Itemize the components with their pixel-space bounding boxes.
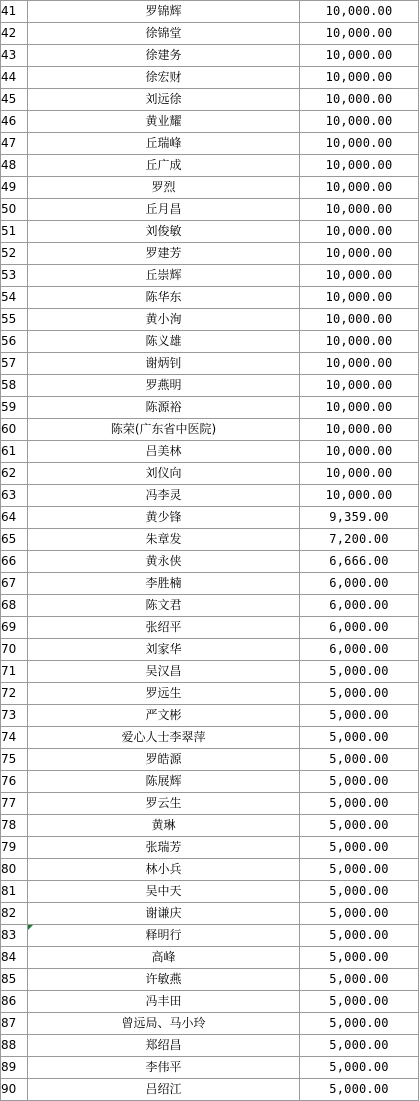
donor-name-cell[interactable]: 刘家华	[28, 639, 300, 661]
row-number-cell[interactable]: 46	[1, 111, 28, 133]
donor-name-cell[interactable]: 冯李灵	[28, 485, 300, 507]
donor-name-cell[interactable]: 李伟平	[28, 1057, 300, 1079]
row-number-cell[interactable]: 51	[1, 221, 28, 243]
row-number-cell[interactable]: 62	[1, 463, 28, 485]
donor-name-cell[interactable]: 吴汉昌	[28, 661, 300, 683]
donor-name-cell[interactable]: 谢谦庆	[28, 903, 300, 925]
donor-name-cell[interactable]: 黄琳	[28, 815, 300, 837]
amount-cell[interactable]: 6,000.00	[300, 639, 419, 661]
row-number-cell[interactable]: 73	[1, 705, 28, 727]
donor-name-cell[interactable]: 刘远徐	[28, 89, 300, 111]
table-row[interactable]	[1, 1013, 419, 1035]
amount-cell[interactable]: 5,000.00	[300, 859, 419, 881]
amount-cell[interactable]: 10,000.00	[300, 177, 419, 199]
row-number-cell[interactable]: 79	[1, 837, 28, 859]
amount-cell[interactable]: 10,000.00	[300, 397, 419, 419]
donor-name-cell[interactable]: 丘瑞峰	[28, 133, 300, 155]
row-number-cell[interactable]: 45	[1, 89, 28, 111]
amount-cell[interactable]: 5,000.00	[300, 1079, 419, 1101]
table-row[interactable]	[1, 617, 419, 639]
donor-name-cell[interactable]: 罗云生	[28, 793, 300, 815]
table-row[interactable]	[1, 309, 419, 331]
donor-name-cell[interactable]: 吕美林	[28, 441, 300, 463]
amount-cell[interactable]: 10,000.00	[300, 111, 419, 133]
table-row[interactable]	[1, 595, 419, 617]
amount-cell[interactable]: 10,000.00	[300, 45, 419, 67]
row-number-cell[interactable]: 47	[1, 133, 28, 155]
donor-name-cell[interactable]: 徐宏财	[28, 67, 300, 89]
row-number-cell[interactable]: 86	[1, 991, 28, 1013]
amount-cell[interactable]: 5,000.00	[300, 661, 419, 683]
amount-cell[interactable]: 10,000.00	[300, 331, 419, 353]
donor-name-cell[interactable]: 黄少锋	[28, 507, 300, 529]
donor-name-cell[interactable]: 高峰	[28, 947, 300, 969]
amount-cell[interactable]: 5,000.00	[300, 837, 419, 859]
donor-name-cell[interactable]: 吴中天	[28, 881, 300, 903]
donor-name-cell[interactable]: 罗锦辉	[28, 1, 300, 23]
donor-name-cell[interactable]: 黄永侠	[28, 551, 300, 573]
row-number-cell[interactable]: 50	[1, 199, 28, 221]
table-row[interactable]	[1, 265, 419, 287]
donor-name-cell[interactable]: 丘崇辉	[28, 265, 300, 287]
table-row[interactable]	[1, 133, 419, 155]
table-row[interactable]	[1, 507, 419, 529]
table-row[interactable]	[1, 1, 419, 23]
table-row[interactable]	[1, 969, 419, 991]
amount-cell[interactable]: 5,000.00	[300, 903, 419, 925]
amount-cell[interactable]: 10,000.00	[300, 441, 419, 463]
row-number-cell[interactable]: 54	[1, 287, 28, 309]
table-body	[1, 1, 419, 1101]
table-row[interactable]	[1, 199, 419, 221]
amount-cell[interactable]: 5,000.00	[300, 1013, 419, 1035]
table-row[interactable]	[1, 221, 419, 243]
row-number-cell[interactable]: 58	[1, 375, 28, 397]
table-row[interactable]	[1, 155, 419, 177]
table-row[interactable]	[1, 287, 419, 309]
table-row[interactable]	[1, 859, 419, 881]
table-row[interactable]	[1, 727, 419, 749]
row-number-cell[interactable]: 85	[1, 969, 28, 991]
row-number-cell[interactable]: 87	[1, 1013, 28, 1035]
donor-name-cell[interactable]: 许敏燕	[28, 969, 300, 991]
row-number-cell[interactable]: 42	[1, 23, 28, 45]
amount-cell[interactable]: 10,000.00	[300, 243, 419, 265]
amount-cell[interactable]: 10,000.00	[300, 155, 419, 177]
table-row[interactable]	[1, 991, 419, 1013]
donor-name-cell[interactable]: 陈展辉	[28, 771, 300, 793]
row-number-cell[interactable]: 81	[1, 881, 28, 903]
row-number-cell[interactable]: 53	[1, 265, 28, 287]
table-row[interactable]	[1, 683, 419, 705]
table-row[interactable]	[1, 705, 419, 727]
donor-name-cell[interactable]: 严文彬	[28, 705, 300, 727]
donor-name-cell[interactable]: 朱章发	[28, 529, 300, 551]
amount-cell[interactable]: 6,000.00	[300, 595, 419, 617]
table-row[interactable]	[1, 419, 419, 441]
table-row[interactable]	[1, 89, 419, 111]
row-number-cell[interactable]: 82	[1, 903, 28, 925]
row-number-cell[interactable]: 44	[1, 67, 28, 89]
row-number-cell[interactable]: 61	[1, 441, 28, 463]
row-number-cell[interactable]: 72	[1, 683, 28, 705]
table-row[interactable]	[1, 837, 419, 859]
amount-cell[interactable]: 6,000.00	[300, 617, 419, 639]
donor-name-cell[interactable]: 罗燕明	[28, 375, 300, 397]
row-number-cell[interactable]: 83	[1, 925, 28, 947]
amount-cell[interactable]: 10,000.00	[300, 309, 419, 331]
table-row[interactable]	[1, 397, 419, 419]
table-row[interactable]	[1, 529, 419, 551]
amount-cell[interactable]: 5,000.00	[300, 683, 419, 705]
row-number-cell[interactable]: 68	[1, 595, 28, 617]
table-row[interactable]	[1, 1057, 419, 1079]
donor-name-cell[interactable]: 吕绍江	[28, 1079, 300, 1101]
amount-cell[interactable]: 5,000.00	[300, 925, 419, 947]
donor-name-cell[interactable]: 陈义雄	[28, 331, 300, 353]
table-row[interactable]	[1, 67, 419, 89]
donor-name-cell[interactable]: 刘俊敏	[28, 221, 300, 243]
amount-cell[interactable]: 6,000.00	[300, 573, 419, 595]
donor-name-cell[interactable]: 陈源裕	[28, 397, 300, 419]
table-row[interactable]	[1, 1035, 419, 1057]
table-row[interactable]	[1, 661, 419, 683]
row-number-cell[interactable]: 48	[1, 155, 28, 177]
amount-cell[interactable]: 5,000.00	[300, 881, 419, 903]
donor-name-cell[interactable]: 冯丰田	[28, 991, 300, 1013]
amount-cell[interactable]: 5,000.00	[300, 1035, 419, 1057]
amount-cell[interactable]: 5,000.00	[300, 991, 419, 1013]
table-row[interactable]	[1, 903, 419, 925]
table-row[interactable]	[1, 639, 419, 661]
donor-name-cell[interactable]: 罗建芳	[28, 243, 300, 265]
amount-cell[interactable]: 5,000.00	[300, 793, 419, 815]
row-number-cell[interactable]: 74	[1, 727, 28, 749]
amount-cell[interactable]: 5,000.00	[300, 727, 419, 749]
donor-name-cell[interactable]: 黄业耀	[28, 111, 300, 133]
donor-name-cell[interactable]: 罗烈	[28, 177, 300, 199]
row-number-cell[interactable]: 60	[1, 419, 28, 441]
donor-name-cell[interactable]: 丘月昌	[28, 199, 300, 221]
amount-cell[interactable]: 9,359.00	[300, 507, 419, 529]
row-number-cell[interactable]: 55	[1, 309, 28, 331]
table-row[interactable]	[1, 243, 419, 265]
row-number-cell[interactable]: 49	[1, 177, 28, 199]
amount-cell[interactable]: 10,000.00	[300, 89, 419, 111]
row-number-cell[interactable]: 84	[1, 947, 28, 969]
amount-cell[interactable]: 10,000.00	[300, 199, 419, 221]
amount-cell[interactable]: 10,000.00	[300, 353, 419, 375]
row-number-cell[interactable]: 80	[1, 859, 28, 881]
table-row[interactable]	[1, 45, 419, 67]
row-number-cell[interactable]: 57	[1, 353, 28, 375]
table-row[interactable]	[1, 441, 419, 463]
donor-name-cell[interactable]: 罗远生	[28, 683, 300, 705]
table-row[interactable]	[1, 771, 419, 793]
table-row[interactable]	[1, 749, 419, 771]
table-row[interactable]	[1, 485, 419, 507]
amount-cell[interactable]: 10,000.00	[300, 485, 419, 507]
row-number-cell[interactable]: 88	[1, 1035, 28, 1057]
amount-cell[interactable]: 10,000.00	[300, 23, 419, 45]
row-number-cell[interactable]: 41	[1, 1, 28, 23]
table-row[interactable]	[1, 947, 419, 969]
donor-name-cell[interactable]: 谢炳钊	[28, 353, 300, 375]
amount-cell[interactable]: 7,200.00	[300, 529, 419, 551]
table-row[interactable]	[1, 23, 419, 45]
table-row[interactable]	[1, 573, 419, 595]
donor-name-cell[interactable]: 陈荣(广东省中医院)	[28, 419, 300, 441]
donor-name-cell[interactable]: 徐建务	[28, 45, 300, 67]
row-number-cell[interactable]: 64	[1, 507, 28, 529]
amount-cell[interactable]: 5,000.00	[300, 969, 419, 991]
amount-cell[interactable]: 10,000.00	[300, 1, 419, 23]
amount-cell[interactable]: 6,666.00	[300, 551, 419, 573]
table-row[interactable]	[1, 793, 419, 815]
row-number-cell[interactable]: 69	[1, 617, 28, 639]
amount-cell[interactable]: 5,000.00	[300, 815, 419, 837]
donor-name-cell[interactable]: 徐锦堂	[28, 23, 300, 45]
row-number-cell[interactable]: 66	[1, 551, 28, 573]
amount-cell[interactable]: 10,000.00	[300, 375, 419, 397]
table-row[interactable]	[1, 1079, 419, 1101]
amount-cell[interactable]: 10,000.00	[300, 221, 419, 243]
row-number-cell[interactable]: 89	[1, 1057, 28, 1079]
table-row[interactable]	[1, 111, 419, 133]
row-number-cell[interactable]: 71	[1, 661, 28, 683]
row-number-cell[interactable]: 43	[1, 45, 28, 67]
table-row[interactable]	[1, 331, 419, 353]
row-number-cell[interactable]: 78	[1, 815, 28, 837]
amount-cell[interactable]: 5,000.00	[300, 947, 419, 969]
row-number-cell[interactable]: 63	[1, 485, 28, 507]
donor-name-cell[interactable]: 丘广成	[28, 155, 300, 177]
table-row[interactable]	[1, 551, 419, 573]
amount-cell[interactable]: 10,000.00	[300, 419, 419, 441]
table-row[interactable]	[1, 815, 419, 837]
amount-cell[interactable]: 5,000.00	[300, 1057, 419, 1079]
donor-name-cell[interactable]: 张绍平	[28, 617, 300, 639]
row-number-cell[interactable]: 65	[1, 529, 28, 551]
donor-name-cell[interactable]: 张瑞芳	[28, 837, 300, 859]
donor-name-cell[interactable]: 李胜楠	[28, 573, 300, 595]
donor-name-cell[interactable]: 郑绍昌	[28, 1035, 300, 1057]
row-number-cell[interactable]: 70	[1, 639, 28, 661]
table-row[interactable]	[1, 881, 419, 903]
table-row[interactable]	[1, 375, 419, 397]
donor-name-cell[interactable]: 陈文君	[28, 595, 300, 617]
donor-name-cell[interactable]: 黄小洵	[28, 309, 300, 331]
row-number-cell[interactable]: 56	[1, 331, 28, 353]
amount-cell[interactable]: 10,000.00	[300, 67, 419, 89]
amount-cell[interactable]: 10,000.00	[300, 133, 419, 155]
donor-name-cell[interactable]: 陈华东	[28, 287, 300, 309]
amount-cell[interactable]: 10,000.00	[300, 287, 419, 309]
row-number-cell[interactable]: 52	[1, 243, 28, 265]
row-number-cell[interactable]: 77	[1, 793, 28, 815]
amount-cell[interactable]: 5,000.00	[300, 705, 419, 727]
row-number-cell[interactable]: 76	[1, 771, 28, 793]
donor-name-cell[interactable]: 释明行	[28, 925, 300, 947]
donor-name-cell[interactable]: 刘仪向	[28, 463, 300, 485]
row-number-cell[interactable]: 59	[1, 397, 28, 419]
amount-cell[interactable]: 5,000.00	[300, 771, 419, 793]
amount-cell[interactable]: 10,000.00	[300, 265, 419, 287]
amount-cell[interactable]: 10,000.00	[300, 463, 419, 485]
table-row[interactable]	[1, 353, 419, 375]
donor-name-cell[interactable]: 林小兵	[28, 859, 300, 881]
donor-name-cell[interactable]: 爱心人士李翠萍	[28, 727, 300, 749]
table-row[interactable]	[1, 177, 419, 199]
amount-cell[interactable]: 5,000.00	[300, 749, 419, 771]
row-number-cell[interactable]: 90	[1, 1079, 28, 1101]
row-number-cell[interactable]: 75	[1, 749, 28, 771]
donor-name-cell[interactable]: 曾远局、马小玲	[28, 1013, 300, 1035]
row-number-cell[interactable]: 67	[1, 573, 28, 595]
table-row[interactable]	[1, 925, 419, 947]
donor-name-cell[interactable]: 罗皓源	[28, 749, 300, 771]
table-row[interactable]	[1, 463, 419, 485]
